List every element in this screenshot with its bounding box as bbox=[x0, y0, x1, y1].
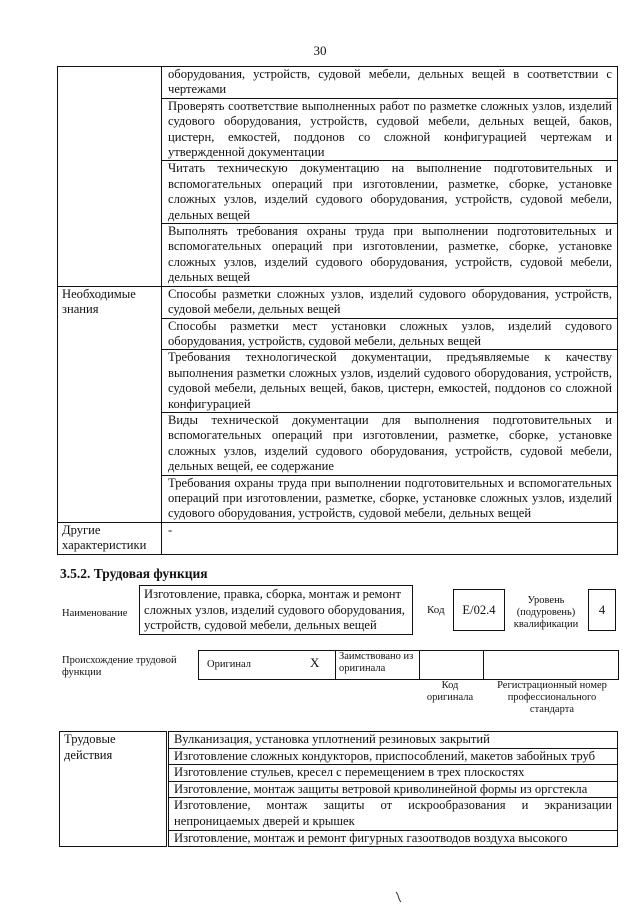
scan-mark-icon bbox=[394, 891, 406, 903]
name-label: Наименование bbox=[62, 608, 128, 619]
code-label: Код bbox=[427, 604, 445, 616]
function-name: Изготовление, правка, сборка, монтаж и ремонт сложных узлов, изделий судового оборудования, устройств, судовой мебели, дельных вещей bbox=[144, 587, 405, 633]
table-cell: Читать техническую документацию на выполнение подготовительных и вспомогательных операций при изготовлении, разметке, сборке, установке сложных узлов, изделий судового оборудования, устройств, судовой мебели, дельных вещей bbox=[162, 161, 618, 224]
table-cell: - bbox=[162, 522, 618, 554]
table-cell: Изготовление сложных кондукторов, приспособлений, макетов забойных труб bbox=[169, 748, 618, 765]
section-heading: 3.5.2. Трудовая функция bbox=[60, 566, 208, 581]
table-row bbox=[60, 732, 618, 749]
table-cell: Выполнять требования охраны труда при выполнении подготовительных и вспомогательных операций при изготовлении, разметке, сборке, установке сложных узлов, изделий судового оборудования, устройств, судовой мебели, дельных вещей bbox=[162, 224, 618, 287]
skills-knowledge-table bbox=[57, 66, 618, 555]
table-cell: Проверять соответствие выполненных работ по разметке сложных узлов, изделий судового оборудования, устройств, судовой мебели, дельных вещей, баков, цистерн, емкостей, поддонов со сложной конфигурацией чертежам и утвержденной документации bbox=[162, 98, 618, 161]
original-label: Оригинал bbox=[207, 659, 251, 670]
row-label bbox=[58, 67, 162, 287]
table-cell: Способы разметки сложных узлов, изделий судового оборудования, устройств, судовой мебели, дельных вещей bbox=[162, 286, 618, 318]
table-cell: Требования охраны труда при выполнении подготовительных и вспомогательных операций при изготовлении, разметке, сборке, установке сложных узлов, изделий судового оборудования, устройств, судовой мебели, дельных вещей bbox=[162, 475, 618, 522]
code-caption: Код оригинала bbox=[426, 680, 474, 703]
function-name-box bbox=[139, 585, 413, 635]
level-value: 4 bbox=[598, 602, 606, 617]
table-row bbox=[58, 67, 618, 99]
reg-caption: Регистрационный номер профессионального стандарта bbox=[497, 680, 607, 715]
row-label-other: Другие характеристики bbox=[58, 522, 162, 554]
table-cell: Изготовление стульев, кресел с перемещением в трех плоскостях bbox=[169, 765, 618, 782]
table-cell: Способы разметки мест установки сложных узлов, изделий судового оборудования, устройств, судовой мебели, дельных вещей bbox=[162, 318, 618, 350]
level-label: Уровень (подуровень) квалификации bbox=[513, 595, 579, 630]
function-code-box bbox=[453, 589, 505, 631]
borrowed-label: Заимствовано из оригинала bbox=[339, 651, 414, 674]
divider bbox=[483, 650, 484, 679]
table-cell: Виды технической документации для выполнения подготовительных и вспомогательных операций при изготовлении, разметке, сборке, установке сложных узлов, изделий судового оборудования, устройств, судовой мебели, дельных вещей, ее содержание bbox=[162, 412, 618, 475]
page-number: 30 bbox=[313, 43, 327, 58]
table-cell: Требования технологической документации, предъявляемые к качеству выполнения разметки сложных узлов, изделий судового оборудования, устройств, судовой мебели, дельных вещей, баков, цистерн, емкостей, поддонов со сложной конфигурацией bbox=[162, 350, 618, 413]
divider bbox=[335, 650, 336, 679]
table-cell: Изготовление, монтаж защиты ветровой криволинейной формы из оргстекла bbox=[169, 781, 618, 798]
table-row bbox=[58, 286, 618, 318]
original-mark: X bbox=[310, 655, 320, 670]
row-label-knowledge: Необходимые знания bbox=[58, 286, 162, 522]
origin-label: Происхождение трудовой функции bbox=[62, 655, 177, 678]
row-label-actions: Трудовые действия bbox=[60, 732, 167, 847]
table-cell: Изготовление, монтаж и ремонт фигурных газоотводов воздуха высокого bbox=[169, 830, 618, 847]
divider bbox=[419, 650, 420, 679]
level-box bbox=[588, 589, 616, 631]
table-row bbox=[58, 522, 618, 554]
table-cell: Вулканизация, установка уплотнений резиновых закрытий bbox=[169, 732, 618, 749]
table-cell: Изготовление, монтаж защиты от искрообразования и экранизации непроницаемых дверей и крышек bbox=[169, 798, 618, 830]
table-cell: оборудования, устройств, судовой мебели, дельных вещей в соответствии с чертежами bbox=[162, 67, 618, 99]
function-code: E/02.4 bbox=[462, 602, 496, 617]
labor-actions-table bbox=[59, 731, 618, 847]
